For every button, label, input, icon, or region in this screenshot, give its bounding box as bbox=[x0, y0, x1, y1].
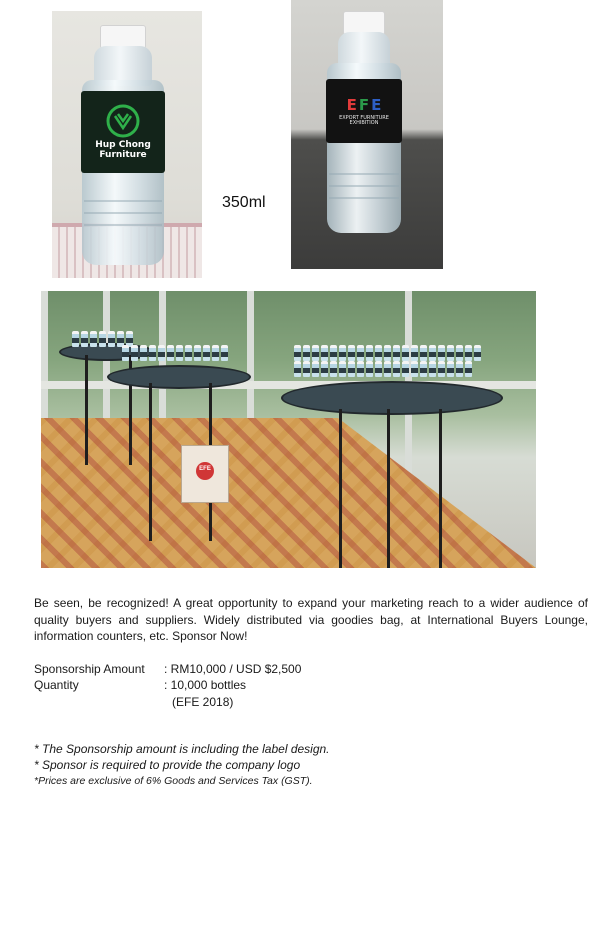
goodies-box bbox=[181, 445, 229, 503]
water-bottle bbox=[327, 11, 401, 233]
bottle-label bbox=[326, 79, 402, 143]
water-bottle bbox=[82, 25, 164, 265]
quantity-note: (EFE 2018) bbox=[172, 695, 234, 709]
patterned-carpet bbox=[41, 418, 536, 568]
efe-bottle-photo bbox=[291, 0, 443, 269]
sponsorship-description bbox=[34, 595, 588, 645]
label-line: EXPORT FURNITURE bbox=[339, 114, 389, 121]
company-logo-note: * Sponsor is required to provide the company logo bbox=[34, 758, 301, 772]
sponsorship-amount-label: Sponsorship Amount bbox=[34, 662, 145, 676]
description-line: information counters, etc. Sponsor Now! bbox=[34, 629, 248, 643]
box-logo-text: EFE bbox=[199, 466, 211, 472]
label-line: EXHIBITION bbox=[349, 120, 379, 126]
label-line: Furniture bbox=[99, 149, 147, 160]
logo-letter: E bbox=[346, 95, 357, 114]
label-design-note: * The Sponsorship amount is including the label design. bbox=[34, 742, 330, 756]
sponsorship-amount-value: : RM10,000 / USD $2,500 bbox=[164, 662, 302, 676]
buyers-lounge-photo bbox=[41, 291, 536, 568]
quantity-value: : 10,000 bottles bbox=[164, 678, 247, 692]
description-line: quality buyers and suppliers. Widely distributed via goodies bag, at International Buyers Lounge, bbox=[34, 612, 588, 627]
efe-logo-icon bbox=[347, 96, 382, 114]
description-line: Be seen, be recognized! A great opportunity to expand your marketing reach to a wider audience of bbox=[34, 596, 588, 610]
hup-chong-logo-icon bbox=[106, 104, 140, 138]
logo-letter: E bbox=[371, 95, 382, 114]
label-line: Hup Chong bbox=[95, 140, 151, 151]
bottle-volume-caption: 350ml bbox=[222, 194, 266, 211]
hup-chong-bottle-photo bbox=[52, 11, 202, 278]
sponsorship-amount-row bbox=[34, 661, 301, 677]
quantity-label: Quantity bbox=[34, 678, 79, 692]
logo-letter: F bbox=[358, 95, 370, 114]
quantity-row bbox=[34, 677, 246, 693]
bottle-label bbox=[81, 91, 165, 173]
gst-note: *Prices are exclusive of 6% Goods and Services Tax (GST). bbox=[34, 775, 313, 787]
